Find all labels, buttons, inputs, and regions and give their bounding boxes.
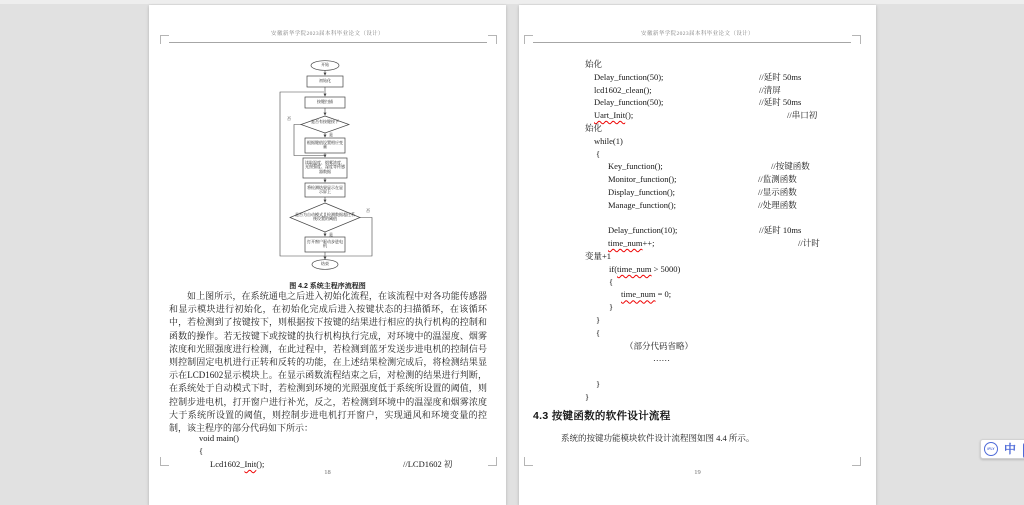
document-page-19[interactable] xyxy=(519,5,876,505)
code-line: Key_function(); //按键函数 xyxy=(608,161,810,172)
body-paragraph: 如上图所示，在系统通电之后进入初始化流程，在该流程中对各功能传感器和显示模块进行初始化，在初始化完成后进入按键状态的扫描循环，在该循环中，若检测到了按键按下，则根据按下按键的结果进行相应的执行机构的控制和函数的操作。若无按键下或按键的执行机构执行完成，对环境中的温湿度、烟雾浓度和光照强度进行检测，在此过程中，若检测到蓝牙发送步进电机的控制信号则控制固定电机进行正转和反转的功能，在上述结果检测完成后，将检测结果显示在LCD1602显示模块上。在显示函数流程结束之后，对检测的结果进行判断，在系统处于自动模式下时，若检测到环境的光照强度低于系统所设置的阈值，则控制步进电机，打开窗户进行补光，反之，若检测到环境中的温湿度和烟雾浓度大于系统所设置的阈值，则控制步进电机打开窗户，实现通风和环境变量的控制，该主程序的部分代码如下所示： xyxy=(169,291,487,434)
text-boundary-mark xyxy=(160,457,169,466)
code-comment: //延时 10ms xyxy=(759,225,802,236)
flowchart-figure xyxy=(250,55,400,280)
code-line: Delay_function(50); //延时 50ms xyxy=(594,97,802,108)
code-line: { xyxy=(609,276,614,287)
flowchart-label-yes: 是 xyxy=(329,131,333,137)
section-heading: 4.3 按键函数的软件设计流程 xyxy=(533,410,671,422)
text-boundary-mark xyxy=(524,457,533,466)
code-comment: //清屏 xyxy=(759,84,781,95)
flowchart-node-init: 初始化 xyxy=(319,78,331,83)
code-comment: //计时 xyxy=(798,238,820,249)
code-comment: //监测函数 xyxy=(758,174,797,185)
code-line: if(time_num > 5000) xyxy=(609,263,681,274)
code-line: void main() xyxy=(199,433,239,443)
figure-caption: 图 4.2 系统主程序流程图 xyxy=(289,283,366,290)
code-line: } xyxy=(609,302,614,313)
ime-toolbar[interactable] xyxy=(980,439,1024,459)
text-boundary-mark xyxy=(524,35,533,44)
text-boundary-mark xyxy=(488,457,497,466)
code-line: Lcd1602_Init(); //LCD1602 初 xyxy=(210,459,453,469)
code-line: Manage_function(); //处理函数 xyxy=(608,199,797,210)
flowchart-node-read-sensors: 读取温度、烟雾浓度、光照强度、湿度等传感器数据 xyxy=(305,160,345,174)
window-top-strip xyxy=(0,0,1024,4)
header-rule xyxy=(169,42,487,43)
page-header: 安徽新华学院2023届本科毕业论文（设计） xyxy=(641,31,754,37)
code-line: …… xyxy=(653,353,670,364)
code-line: } xyxy=(596,379,601,389)
flowchart-node-display: 将检测结果显示在显示屏上 xyxy=(307,185,343,195)
flowchart-node-setvar: 根据键值设置相应变量 xyxy=(307,140,343,150)
code-line: Display_function(); //显示函数 xyxy=(608,187,797,197)
code-line: } xyxy=(585,391,590,402)
text-boundary-mark xyxy=(488,35,497,44)
ime-language-mode-toggle[interactable]: 中 xyxy=(1004,442,1017,456)
code-line: time_num++; //计时 xyxy=(608,238,820,249)
code-line: Delay_function(10); //延时 10ms xyxy=(608,225,802,236)
header-rule xyxy=(533,42,851,43)
code-line: Delay_function(50); //延时 50ms xyxy=(594,71,802,82)
code-comment: //延时 50ms xyxy=(759,71,802,82)
text-boundary-mark xyxy=(160,35,169,44)
code-line: { xyxy=(199,446,204,456)
body-paragraph: 系统的按键功能模块软件设计流程图如图 4.4 所示。 xyxy=(561,433,755,443)
code-line: 始化 xyxy=(585,59,603,69)
text-boundary-mark xyxy=(852,35,861,44)
code-comment: //延时 50ms xyxy=(759,97,802,108)
code-comment: //串口初 xyxy=(787,110,818,121)
code-comment: //显示函数 xyxy=(758,187,797,197)
flowchart-decision-key: 是否有按键按下 xyxy=(311,119,339,124)
code-line: while(1) xyxy=(594,135,623,146)
code-comment: //按键函数 xyxy=(771,161,810,172)
code-line: { xyxy=(596,148,601,159)
code-line: time_num = 0; xyxy=(621,289,672,300)
code-comment: //LCD1602 初 xyxy=(403,459,453,469)
code-line: { xyxy=(596,327,601,338)
flowchart-label-no: 否 xyxy=(366,208,370,213)
code-line: 始化 xyxy=(585,123,603,133)
page-number: 18 xyxy=(324,469,331,476)
code-comment: //处理函数 xyxy=(758,199,797,210)
document-page-18[interactable] xyxy=(149,5,506,505)
page-header: 安徽新华学院2023届本科毕业论文（设计） xyxy=(271,31,384,37)
text-boundary-mark xyxy=(852,457,861,466)
code-line: （部分代码省略） xyxy=(625,340,694,351)
flowchart-node-open-window: 打开窗户驱动步进电机 xyxy=(307,239,343,249)
flowchart-label-yes: 是 xyxy=(329,231,333,237)
code-line: Monitor_function(); //监测函数 xyxy=(608,174,797,185)
flowchart-label-no: 否 xyxy=(287,116,291,121)
code-line: Uart_Init(); //串口初 xyxy=(594,110,818,121)
flowchart-node-keyscan: 按键扫描 xyxy=(317,99,333,104)
code-line: 变量+1 xyxy=(585,251,612,261)
flowchart-node-start: 开始 xyxy=(321,62,329,67)
ime-logo-icon[interactable]: iFLY xyxy=(984,442,998,456)
flowchart-node-end: 结束 xyxy=(321,261,329,266)
code-line: lcd1602_clean(); //清屏 xyxy=(594,84,781,95)
page-number: 19 xyxy=(694,469,701,476)
flowchart-decision-auto: 是否为自动模式且检测数据超过系统设置的阈值 xyxy=(295,212,355,222)
code-line: } xyxy=(596,315,601,325)
